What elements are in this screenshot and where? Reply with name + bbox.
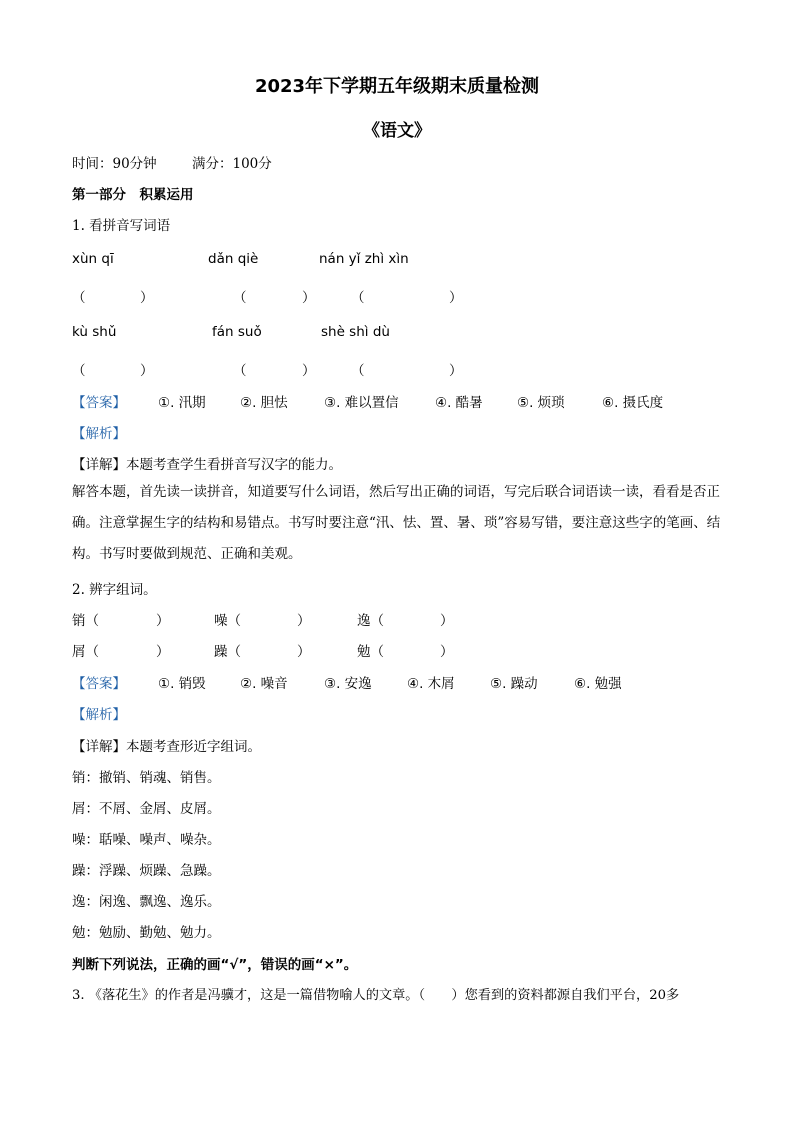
answer-paren-open: （ [72, 363, 86, 379]
q2-char-blank: 屑（ [72, 644, 99, 660]
judge-heading: 判断下列说法，正确的画“√”，错误的画“×”。 [72, 957, 358, 973]
word-group-line: 逸：闲逸、飘逸、逸乐。 [72, 894, 221, 910]
answer-paren-close: ） [297, 644, 311, 660]
q1-pinyin: fán suǒ [212, 324, 262, 340]
answer-item: ②. 胆怯 [240, 395, 288, 411]
answer-paren-close: ） [449, 363, 463, 379]
detail-text: 【详解】本题考查学生看拼音写汉字的能力。 [72, 457, 342, 473]
detail-text: 【详解】本题考查形近字组词。 [72, 739, 261, 755]
answer-paren-open: （ [351, 363, 365, 379]
answer-item: ④. 木屑 [407, 676, 455, 692]
page-title: 2023年下学期五年级期末质量检测 [254, 76, 540, 97]
answer-paren-close: ） [156, 644, 170, 660]
page-subtitle: 《语文》 [363, 121, 431, 141]
q1-pinyin: kù shǔ [72, 324, 117, 340]
word-group-line: 屑：不屑、金屑、皮屑。 [72, 801, 221, 817]
part1-heading: 第一部分 积累运用 [72, 187, 194, 203]
answer-paren-open: （ [233, 290, 247, 306]
exam-score: 满分：100分 [192, 156, 272, 172]
answer-item: ④. 酷暑 [435, 395, 483, 411]
answer-paren-close: ） [302, 290, 316, 306]
q1-pinyin: nán yǐ zhì xìn [319, 251, 409, 267]
q1-stem: 1. 看拼音写词语 [72, 218, 171, 234]
q2-char-blank: 勉（ [357, 644, 384, 660]
answer-item: ①. 销毁 [158, 676, 206, 692]
answer-paren-close: ） [440, 644, 454, 660]
answer-paren-close: ） [140, 363, 154, 379]
q3-text: 3. 《落花生》的作者是冯骥才，这是一篇借物喻人的文章。（ ）您看到的资料都源自我们平台，20多 [72, 988, 680, 1003]
answer-paren-close: ） [156, 613, 170, 629]
q2-char-blank: 销（ [72, 613, 99, 629]
q1-pinyin: xùn qī [72, 251, 114, 267]
word-group-line: 躁：浮躁、烦躁、急躁。 [72, 863, 221, 879]
exam-time: 时间：90分钟 [72, 156, 157, 172]
q2-stem: 2. 辨字组词。 [72, 582, 157, 598]
word-group-line: 噪：聒噪、噪声、噪杂。 [72, 832, 221, 848]
word-group-line: 勉：勉励、勤勉、勉力。 [72, 925, 221, 941]
answer-item: ①. 汛期 [158, 395, 206, 411]
answer-item: ⑥. 勉强 [574, 676, 622, 692]
answer-paren-open: （ [233, 363, 247, 379]
q2-char-blank: 噪（ [214, 613, 241, 629]
analysis-tag: 【解析】 [72, 426, 126, 442]
answer-item: ②. 噪音 [240, 676, 288, 692]
answer-paren-close: ） [440, 613, 454, 629]
q1-pinyin: shè shì dù [321, 324, 390, 340]
answer-item: ③. 安逸 [324, 676, 372, 692]
answer-item: ⑤. 躁动 [490, 676, 538, 692]
explanation-paragraph: 解答本题，首先读一读拼音，知道要写什么词语，然后写出正确的词语，写完后联合词语读一读，看看是否正确。注意掌握生字的结构和易错点。书写时要注意“汛、怯、置、暑、琐”容易写错，要注意这些字的笔画、结构。书写时要做到规范、正确和美观。 [72, 484, 721, 562]
answer-paren-close: ） [297, 613, 311, 629]
answer-item: ⑥. 摄氏度 [602, 395, 664, 411]
answer-paren-open: （ [72, 290, 86, 306]
word-group-line: 销：撤销、销魂、销售。 [72, 770, 221, 786]
answer-paren-close: ） [140, 290, 154, 306]
answer-item: ⑤. 烦琐 [517, 395, 565, 411]
q2-char-blank: 逸（ [357, 613, 384, 629]
answer-paren-close: ） [449, 290, 463, 306]
answer-paren-open: （ [351, 290, 365, 306]
q2-char-blank: 躁（ [214, 644, 241, 660]
answer-item: ③. 难以置信 [324, 395, 399, 411]
answer-tag: 【答案】 [72, 395, 126, 411]
answer-paren-close: ） [302, 363, 316, 379]
analysis-tag: 【解析】 [72, 707, 126, 723]
q1-pinyin: dǎn qiè [208, 251, 259, 267]
answer-tag: 【答案】 [72, 676, 126, 692]
